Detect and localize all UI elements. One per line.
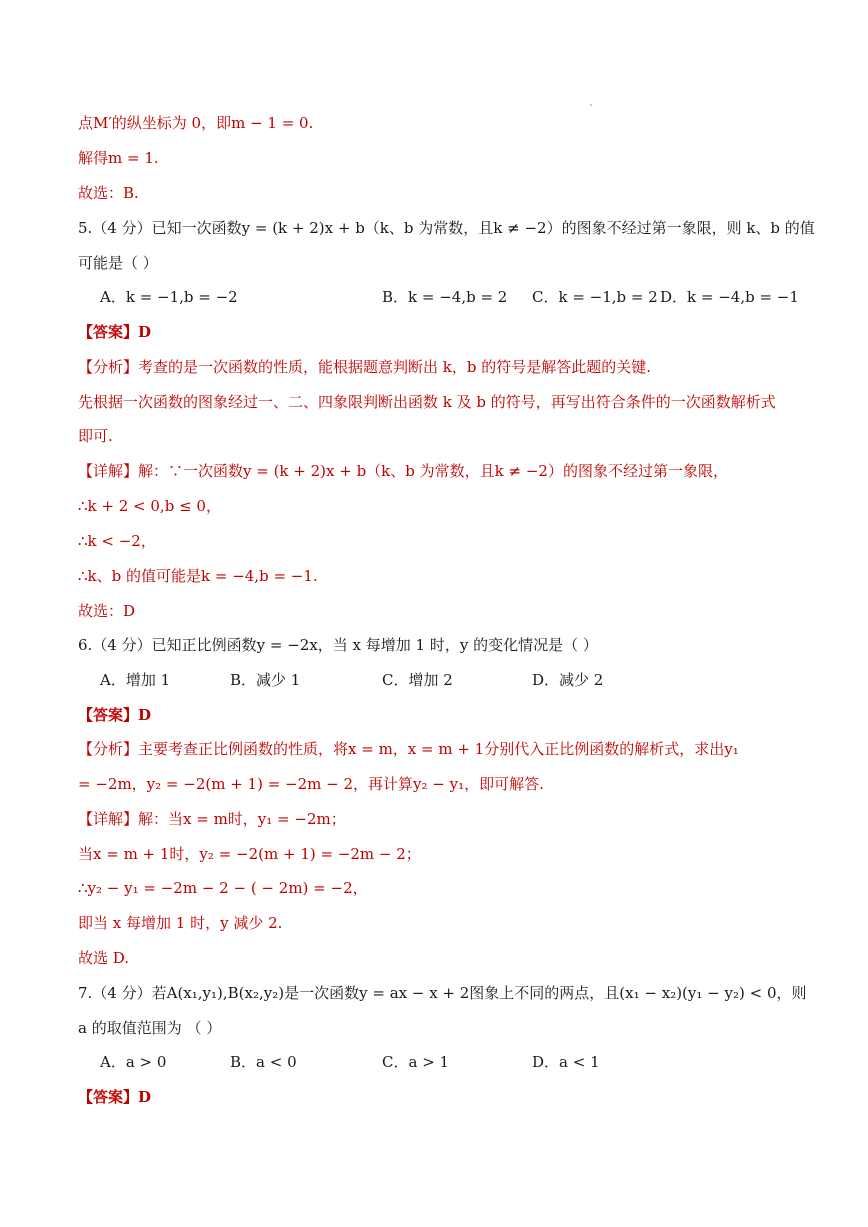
analysis-line: = −2m，y₂ = −2(m + 1) = −2m − 2，再计算y₂ − y₁，即可解答. — [78, 775, 544, 793]
detail-line: 即当 x 每增加 1 时，y 减少 2. — [78, 914, 283, 932]
option-d: D．k = −4,b = −1 — [660, 288, 799, 306]
question-6-stem: 6.（4 分）已知正比例函数y = −2x，当 x 每增加 1 时，y 的变化情况是（ ） — [78, 636, 598, 654]
detail-line: ∴k + 2 < 0,b ≤ 0， — [78, 497, 221, 515]
option-a: A．k = −1,b = −2 — [100, 288, 238, 306]
option-b: B．k = −4,b = 2 — [382, 288, 508, 306]
detail-line: 【详解】解：当x = m时，y₁ = −2m； — [78, 810, 346, 828]
question-5-stem: 5.（4 分）已知一次函数y = (k + 2)x + b（k、b 为常数，且k ≠ −2）的图象不经过第一象限，则 k、b 的值 — [78, 219, 815, 237]
choose-line: 故选 D. — [78, 949, 130, 967]
detail-line: 【详解】解：∵一次函数y = (k + 2)x + b（k、b 为常数，且k ≠ −2）的图象不经过第一象限， — [78, 462, 728, 480]
question-5-stem: 可能是（ ） — [78, 254, 158, 272]
detail-line: ∴k < −2， — [78, 532, 156, 550]
analysis-line: 【分析】主要考查正比例函数的性质，将x = m，x = m + 1分别代入正比例函数的解析式，求出y₁ — [78, 740, 739, 758]
solution-line: 解得m = 1. — [78, 149, 159, 167]
question-7-stem: 7.（4 分）若A(x₁,y₁),B(x₂,y₂)是一次函数y = ax − x + 2图象上不同的两点，且(x₁ − x₂)(y₁ − y₂) < 0，则 — [78, 984, 807, 1002]
option-a: A．增加 1 — [100, 671, 171, 689]
analysis-line: 先根据一次函数的图象经过一、二、四象限判断出函数 k 及 b 的符号，再写出符合条件的一次函数解析式 — [78, 393, 776, 411]
answer-label: 【答案】D — [78, 323, 152, 341]
choose-line: 故选：D — [78, 602, 136, 620]
scan-dot — [590, 104, 592, 106]
option-d: D．减少 2 — [532, 671, 604, 689]
analysis-line: 即可. — [78, 427, 113, 445]
analysis-line: 【分析】考查的是一次函数的性质，能根据题意判断出 k，b 的符号是解答此题的关键. — [78, 358, 651, 376]
option-c: C．增加 2 — [382, 671, 453, 689]
question-7-stem: a 的取值范围为 （ ） — [78, 1019, 222, 1037]
answer-label: 【答案】D — [78, 706, 152, 724]
solution-line: 故选：B. — [78, 184, 139, 202]
detail-line: ∴k、b 的值可能是k = −4,b = −1. — [78, 567, 318, 585]
detail-line: 当x = m + 1时，y₂ = −2(m + 1) = −2m − 2； — [78, 845, 421, 863]
option-c: C．a > 1 — [382, 1053, 450, 1071]
option-b: B．a < 0 — [230, 1053, 297, 1071]
detail-line: ∴y₂ − y₁ = −2m − 2 − ( − 2m) = −2， — [78, 879, 368, 897]
option-d: D．a < 1 — [532, 1053, 600, 1071]
answer-label: 【答案】D — [78, 1088, 152, 1106]
option-b: B．减少 1 — [230, 671, 301, 689]
option-a: A．a > 0 — [100, 1053, 167, 1071]
option-c: C．k = −1,b = 2 — [532, 288, 658, 306]
solution-line: 点M′的纵坐标为 0，即m − 1 = 0. — [78, 114, 314, 132]
